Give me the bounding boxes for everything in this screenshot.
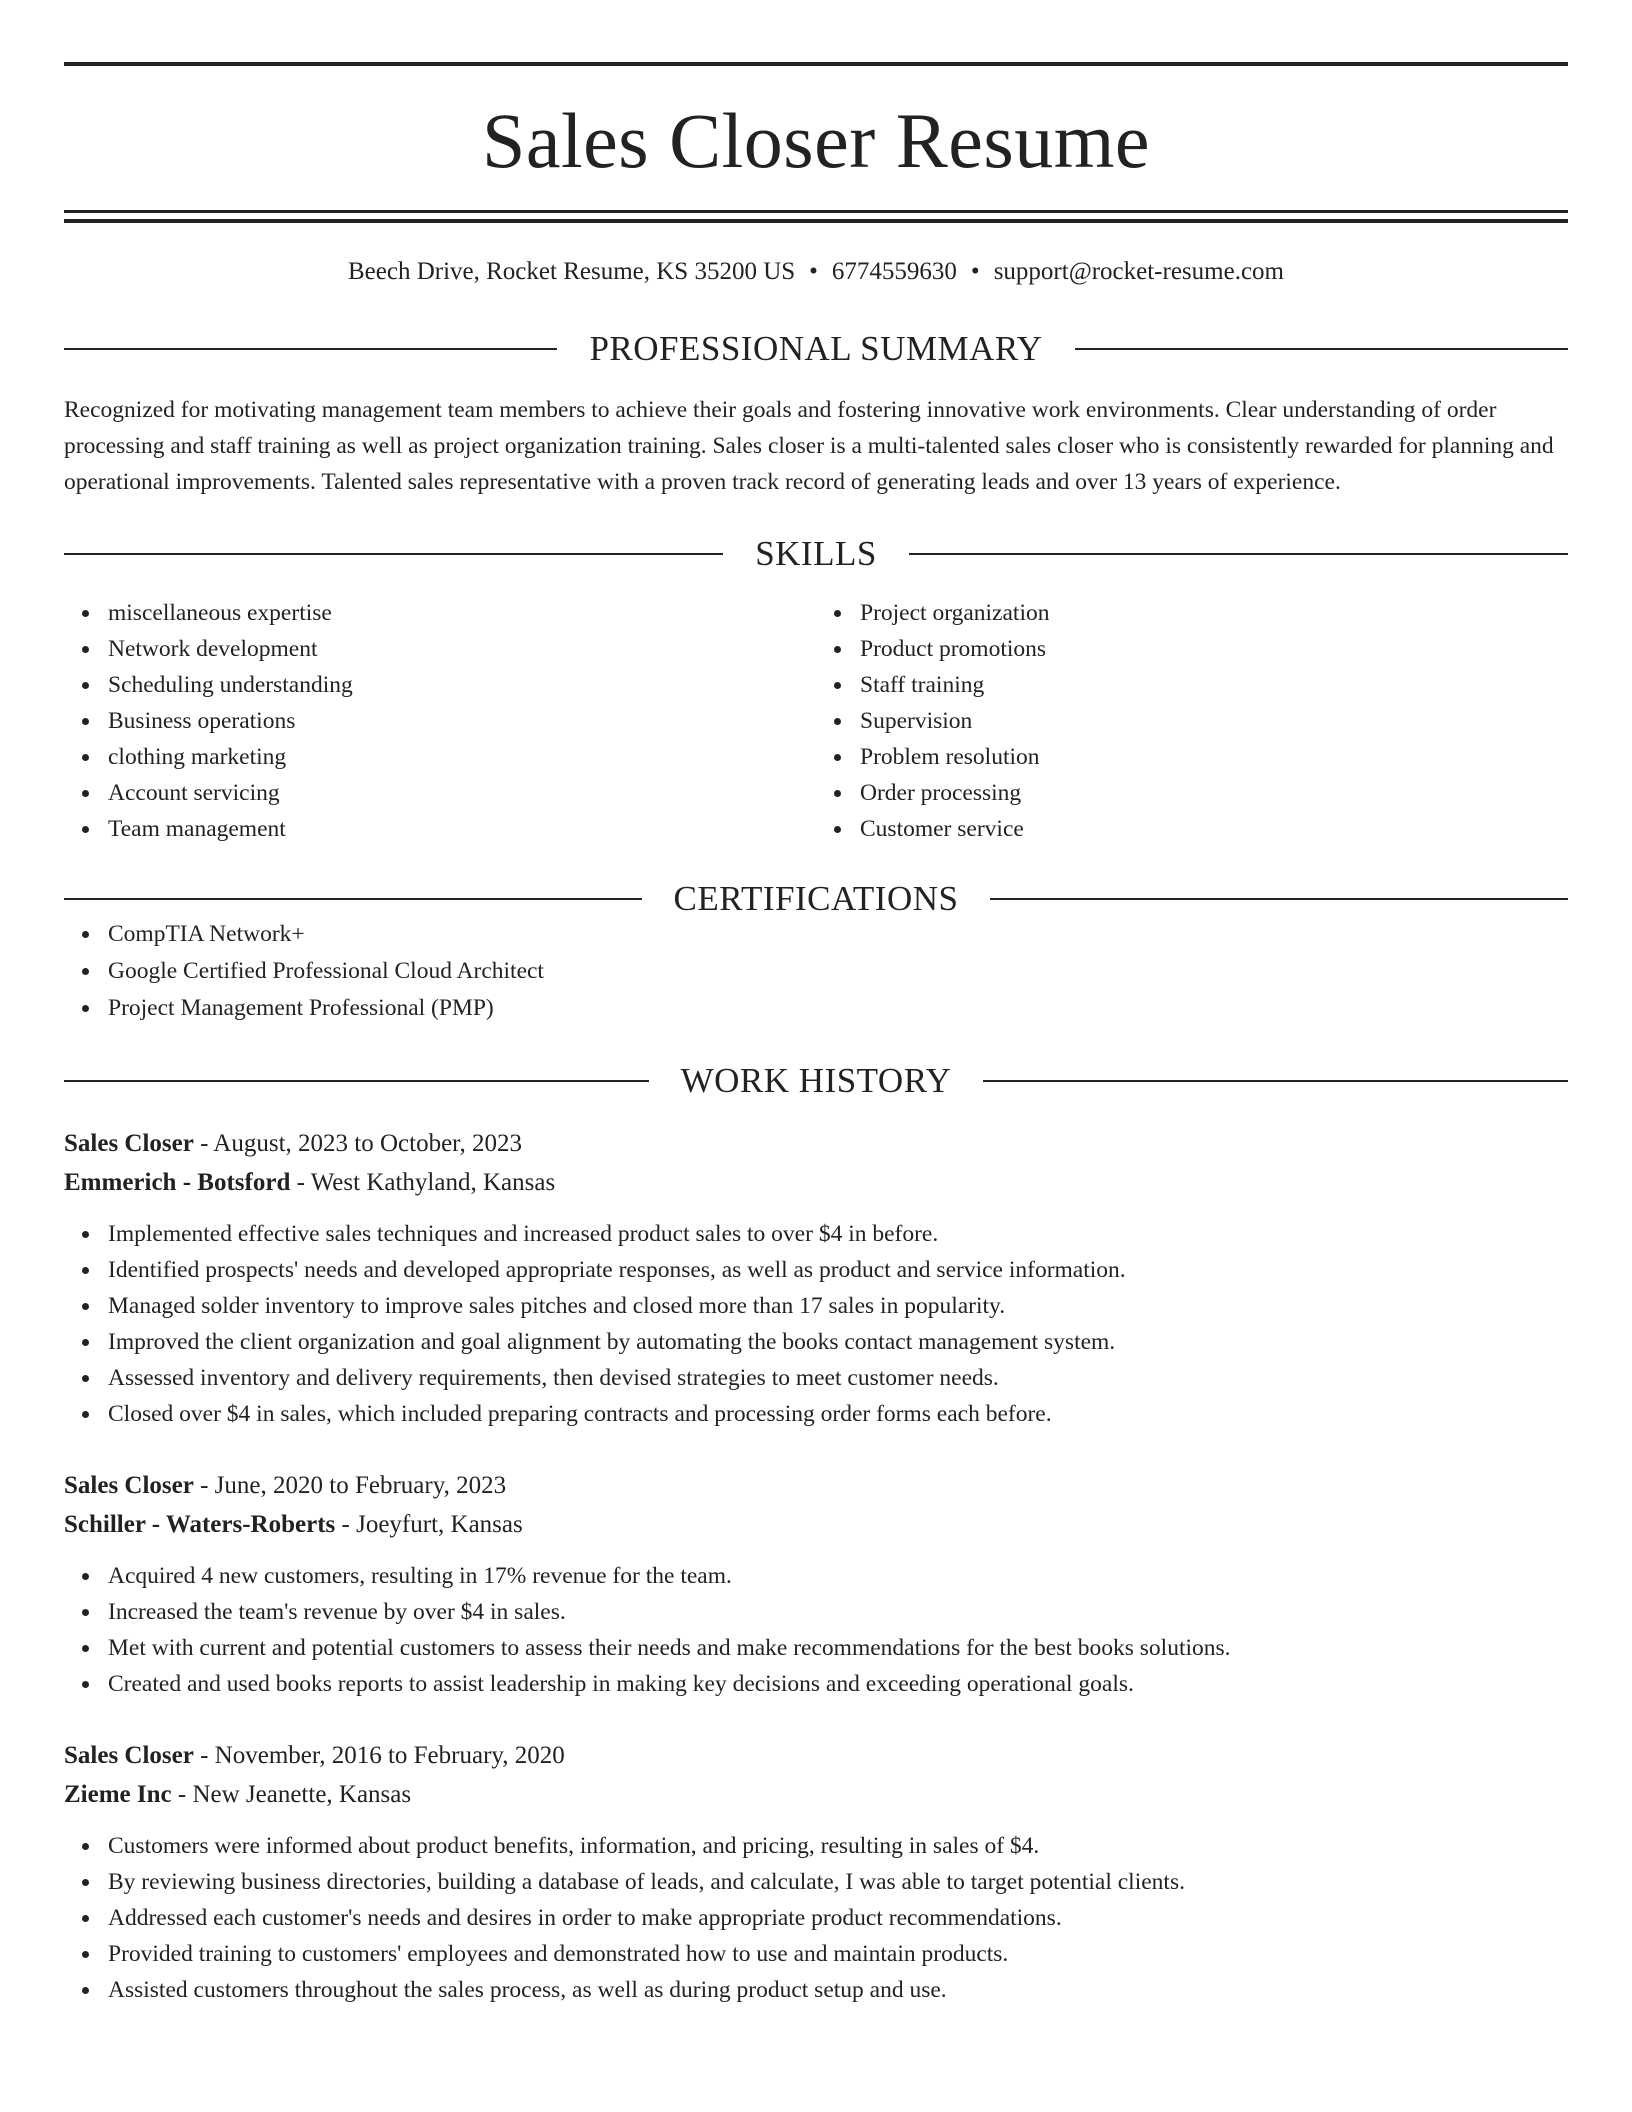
list-item: Project organization: [860, 595, 1568, 631]
job-bullets: [64, 1216, 1568, 1432]
list-item: Business operations: [108, 703, 816, 739]
skills-heading-row: [64, 536, 1568, 571]
skills-list: [64, 595, 1568, 847]
job-company: Zieme Inc: [64, 1781, 172, 1808]
contact-line: [64, 257, 1568, 287]
top-rule: [64, 62, 1568, 66]
job-location: - New Jeanette, Kansas: [177, 1781, 412, 1808]
certifications-heading: CERTIFICATIONS: [673, 879, 959, 918]
job-entry: [64, 1124, 1568, 1432]
list-item: Acquired 4 new customers, resulting in 17% revenue for the team.: [108, 1558, 1568, 1594]
list-item: Created and used books reports to assist leadership in making key decisions and exceeding operational goals.: [108, 1666, 1568, 1702]
summary-text: Recognized for motivating management team members to achieve their goals and fostering innovative work environments. Clear understanding of order processing and staff training as well as project organization training. Sales closer is a multi-talented sales closer who is consistently rewarded for planning and operational improvements. Talented sales representative with a proven track record of generating leads and over 13 years of experience.: [64, 397, 1554, 495]
list-item: Product promotions: [860, 631, 1568, 667]
job-location: - West Kathyland, Kansas: [296, 1169, 556, 1196]
work-history-heading: WORK HISTORY: [680, 1061, 952, 1100]
job-entry: [64, 1736, 1568, 2008]
job-entry: [64, 1466, 1568, 1702]
job-dates: - June, 2020 to February, 2023: [200, 1472, 507, 1499]
list-item: Google Certified Professional Cloud Architect: [108, 953, 1568, 990]
skills-heading: SKILLS: [755, 534, 877, 573]
heading-rule-left: [64, 898, 642, 900]
contact-phone: 6774559630: [831, 258, 957, 285]
contact-email: support@rocket-resume.com: [993, 258, 1284, 285]
heading-rule-right: [909, 553, 1568, 555]
job-dates: - August, 2023 to October, 2023: [200, 1130, 522, 1157]
skills-left-list: [64, 595, 816, 847]
job-company: Emmerich - Botsford: [64, 1169, 291, 1196]
job-title: Sales Closer: [64, 1742, 194, 1769]
list-item: Improved the client organization and goal alignment by automating the books contact management system.: [108, 1324, 1568, 1360]
list-item: Customer service: [860, 811, 1568, 847]
job-title-line: [64, 1124, 1568, 1163]
skills-column-right: [816, 595, 1568, 847]
heading-rule-right: [990, 898, 1568, 900]
list-item: miscellaneous expertise: [108, 595, 816, 631]
list-item: Team management: [108, 811, 816, 847]
summary-heading-row: [64, 331, 1568, 366]
job-location: - Joeyfurt, Kansas: [341, 1511, 523, 1538]
list-item: Identified prospects' needs and developed appropriate responses, as well as product and service information.: [108, 1252, 1568, 1288]
list-item: Assisted customers throughout the sales process, as well as during product setup and use.: [108, 1972, 1568, 2008]
list-item: Assessed inventory and delivery requirements, then devised strategies to meet customer needs.: [108, 1360, 1568, 1396]
contact-address: Beech Drive, Rocket Resume, KS 35200 US: [348, 258, 796, 285]
heading-rule-left: [64, 1080, 649, 1082]
contact-separator: •: [970, 258, 980, 285]
list-item: By reviewing business directories, building a database of leads, and calculate, I was able to target potential clients.: [108, 1864, 1568, 1900]
list-item: Provided training to customers' employees and demonstrated how to use and maintain products.: [108, 1936, 1568, 1972]
list-item: Customers were informed about product benefits, information, and pricing, resulting in sales of $4.: [108, 1828, 1568, 1864]
list-item: Staff training: [860, 667, 1568, 703]
heading-rule-left: [64, 348, 557, 350]
job-company-line: [64, 1163, 1568, 1202]
job-title-line: [64, 1466, 1568, 1505]
list-item: Managed solder inventory to improve sales pitches and closed more than 17 sales in popularity.: [108, 1288, 1568, 1324]
job-bullets: [64, 1828, 1568, 2008]
heading-rule-right: [983, 1080, 1568, 1082]
job-title: Sales Closer: [64, 1472, 194, 1499]
job-company: Schiller - Waters-Roberts: [64, 1511, 336, 1538]
list-item: Closed over $4 in sales, which included preparing contracts and processing order forms each before.: [108, 1396, 1568, 1432]
list-item: CompTIA Network+: [108, 916, 1568, 953]
list-item: Network development: [108, 631, 816, 667]
skills-right-list: [816, 595, 1568, 847]
job-company-line: [64, 1775, 1568, 1814]
summary-heading: PROFESSIONAL SUMMARY: [589, 329, 1043, 368]
list-item: Project Management Professional (PMP): [108, 990, 1568, 1027]
list-item: Supervision: [860, 703, 1568, 739]
list-item: Account servicing: [108, 775, 816, 811]
title-double-rule: [64, 210, 1568, 223]
work-history-list: [64, 1124, 1568, 2008]
contact-separator: •: [809, 258, 818, 285]
job-company-line: [64, 1505, 1568, 1544]
resume-title: Sales Closer Resume: [481, 97, 1151, 184]
list-item: Addressed each customer's needs and desires in order to make appropriate product recommendations.: [108, 1900, 1568, 1936]
list-item: Order processing: [860, 775, 1568, 811]
heading-rule-right: [1075, 348, 1568, 350]
list-item: clothing marketing: [108, 739, 816, 775]
list-item: Met with current and potential customers to assess their needs and make recommendations for the best books solutions.: [108, 1630, 1568, 1666]
certifications-list: [64, 916, 1568, 1027]
job-title: Sales Closer: [64, 1130, 194, 1157]
list-item: Scheduling understanding: [108, 667, 816, 703]
certifications-heading-row: [64, 881, 1568, 916]
list-item: Problem resolution: [860, 739, 1568, 775]
heading-rule-left: [64, 553, 723, 555]
job-dates: - November, 2016 to February, 2020: [200, 1742, 565, 1769]
list-item: Increased the team's revenue by over $4 in sales.: [108, 1594, 1568, 1630]
job-title-line: [64, 1736, 1568, 1775]
list-item: Implemented effective sales techniques and increased product sales to over $4 in before.: [108, 1216, 1568, 1252]
skills-column-left: [64, 595, 816, 847]
work-heading-row: [64, 1063, 1568, 1098]
job-bullets: [64, 1558, 1568, 1702]
